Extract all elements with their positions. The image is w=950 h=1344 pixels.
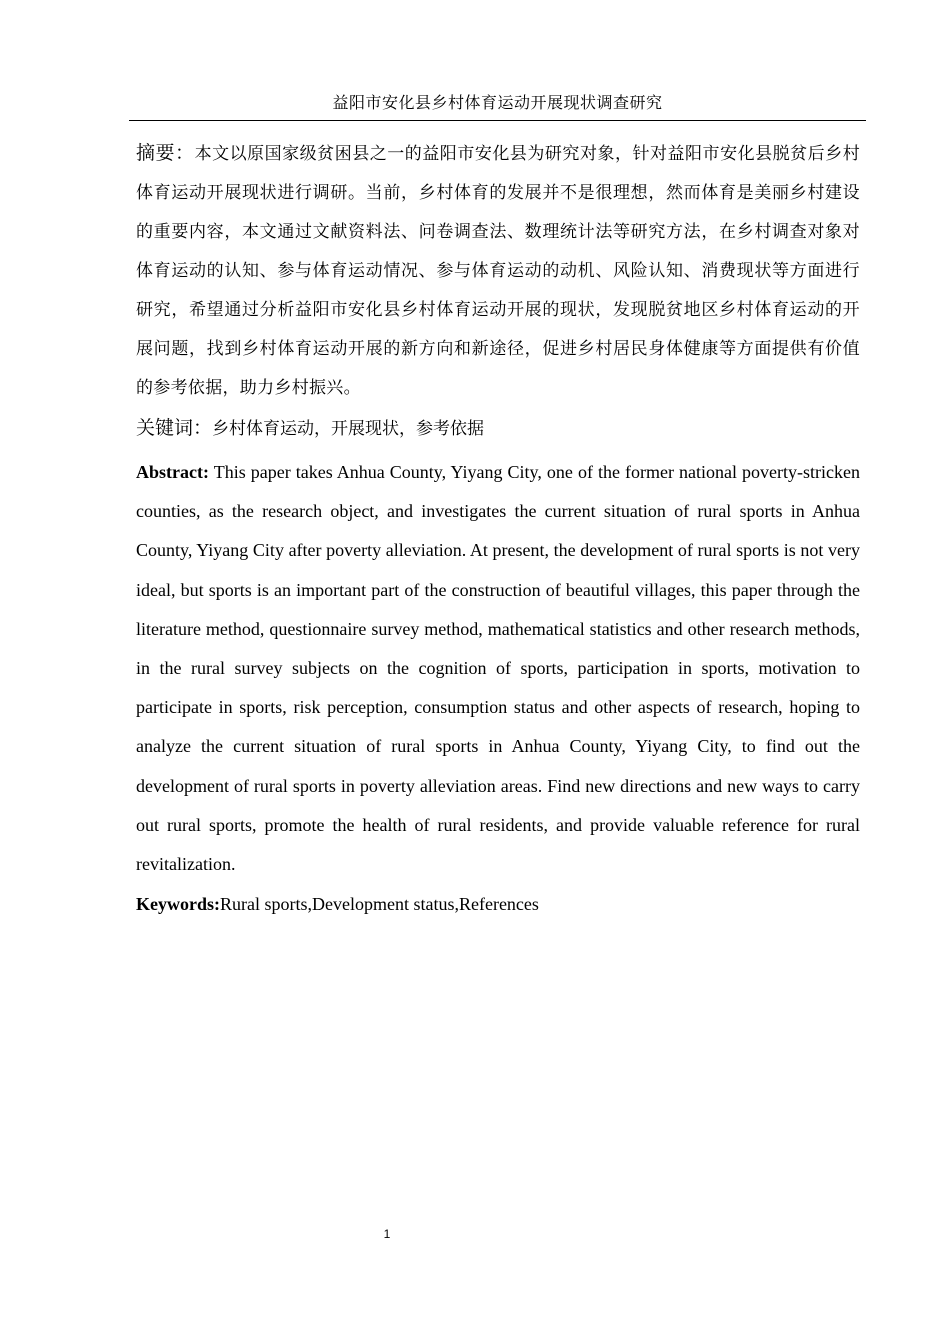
chinese-keywords (136, 408, 860, 447)
page-header (129, 88, 866, 121)
english-keywords (136, 886, 860, 922)
english-abstract (136, 453, 860, 884)
chinese-keywords-label: 关键词： (136, 417, 213, 439)
english-abstract-label: Abstract: (136, 462, 209, 482)
abstract-section (136, 134, 860, 922)
english-keywords-text: Rural sports,Development status,References (220, 894, 539, 915)
page-number: 1 (383, 1227, 391, 1241)
english-abstract-text: This paper takes Anhua County, Yiyang City, one of the former national poverty-stricken counties, as the research object, and investigates the current situation of rural sports in Anhua County, Yiyang City after poverty alleviation. At present, the development of rural sports is not very ideal, but sports is an important part of the construction of beautiful villages, this paper through the literature method, questionnaire survey method, mathematical statistics and other research methods, in the rural survey subjects on the cognition of sports, participation in sports, motivation to participate in sports, risk perception, consumption status and other aspects of research, hoping to analyze the current situation of rural sports in Anhua County, Yiyang City, to find out the development of rural sports in poverty alleviation areas. Find new directions and new ways to carry out rural sports, promote the health of rural residents, and provide valuable reference for rural revitalization. (136, 462, 860, 875)
page-title: 益阳市安化县乡村体育运动开展现状调查研究 (332, 93, 663, 112)
chinese-abstract (136, 134, 860, 408)
chinese-abstract-text: 本文以原国家级贫困县之一的益阳市安化县为研究对象，针对益阳市安化县脱贫后乡村体育运动开展现状进行调研。当前，乡村体育的发展并不是很理想，然而体育是美丽乡村建设的重要内容，本文通过文献资料法、问卷调查法、数理统计法等研究方法，在乡村调查对象对体育运动的认知、参与体育运动情况、参与体育运动的动机、风险认知、消费现状等方面进行研究，希望通过分析益阳市安化县乡村体育运动开展的现状，发现脱贫地区乡村体育运动的开展问题，找到乡村体育运动开展的新方向和新途径，促进乡村居民身体健康等方面提供有价值的参考依据，助力乡村振兴。 (136, 144, 860, 398)
chinese-keywords-text: 乡村体育运动，开展现状，参考依据 (212, 419, 485, 439)
chinese-abstract-label: 摘要： (136, 142, 195, 164)
english-keywords-label: Keywords: (136, 894, 220, 915)
